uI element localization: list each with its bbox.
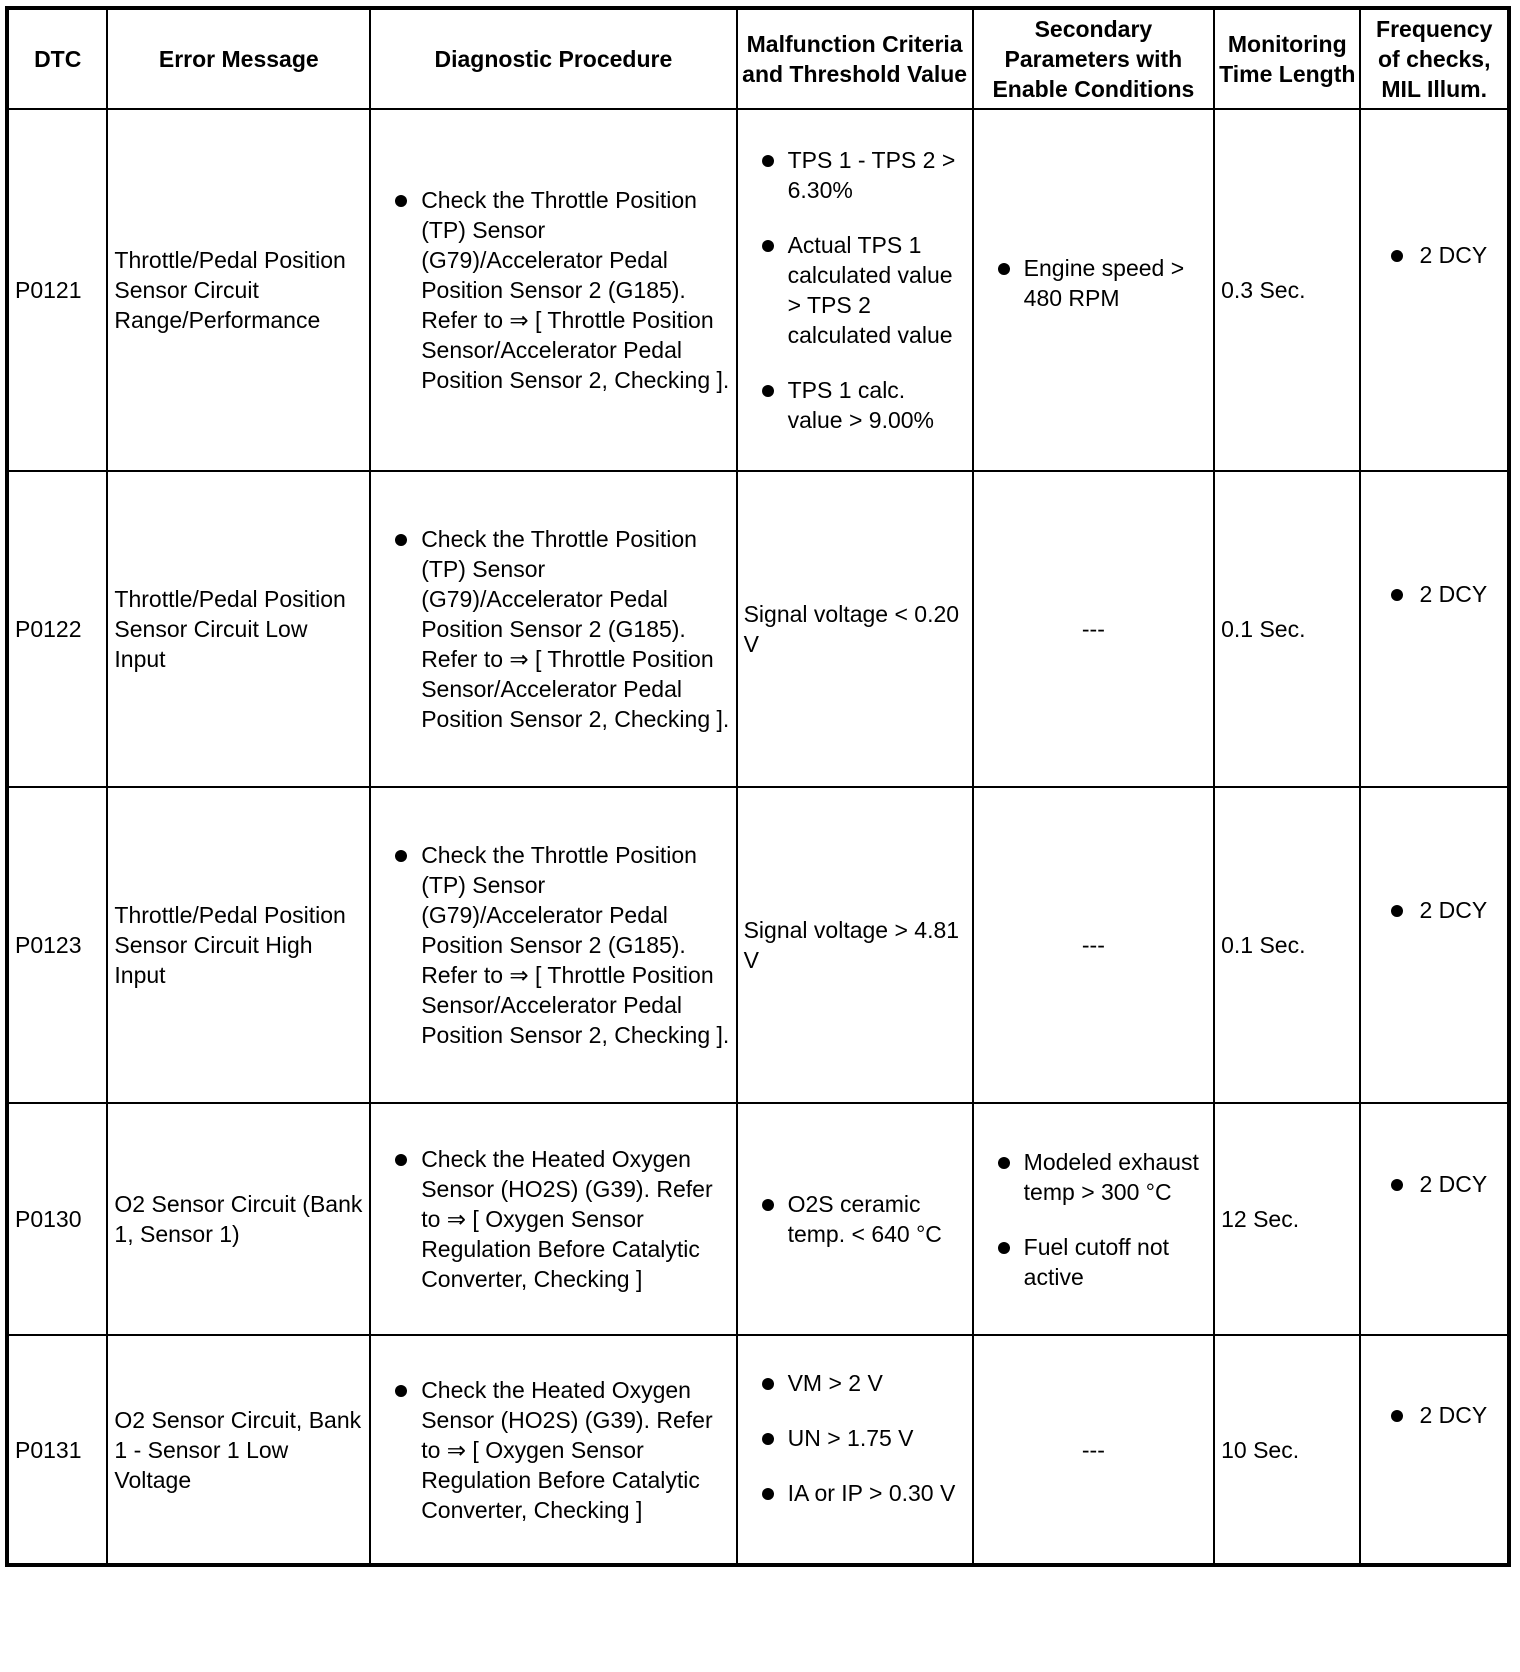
procedure-bullet: Check the Throttle Position (TP) Sensor (G79)/Accelerator Pedal Position Sensor 2 (G185). Refer to ⇒ [ Throttle Position Sensor/Accelerator Pedal Position Sensor 2, Checking ]. — [387, 524, 729, 734]
frequency-bullet: 2 DCY — [1383, 895, 1501, 925]
header-diagnostic-procedure: Diagnostic Procedure — [370, 8, 736, 109]
dtc-code: P0121 — [7, 109, 107, 471]
header-frequency: Frequency of checks, MIL Illum. — [1360, 8, 1509, 109]
criteria-bullet: O2S ceramic temp. < 640 °C — [754, 1189, 966, 1249]
header-error-message: Error Message — [107, 8, 370, 109]
frequency — [1360, 109, 1509, 471]
header-dtc: DTC — [7, 8, 107, 109]
diagnostic-procedure — [370, 787, 736, 1103]
frequency — [1360, 471, 1509, 787]
header-monitoring-time: Monitoring Time Length — [1214, 8, 1360, 109]
malfunction-criteria: Signal voltage > 4.81 V — [737, 787, 973, 1103]
dtc-code: P0122 — [7, 471, 107, 787]
diagnostic-procedure — [370, 1103, 736, 1335]
error-message: O2 Sensor Circuit, Bank 1 - Sensor 1 Low Voltage — [107, 1335, 370, 1565]
table-row — [7, 1103, 1509, 1335]
secondary-bullet: Fuel cutoff not active — [990, 1232, 1207, 1292]
monitoring-time: 12 Sec. — [1214, 1103, 1360, 1335]
table-row — [7, 787, 1509, 1103]
malfunction-criteria: Signal voltage < 0.20 V — [737, 471, 973, 787]
diagnostic-procedure — [370, 471, 736, 787]
table-body — [7, 109, 1509, 1565]
diagnostic-procedure — [370, 109, 736, 471]
procedure-bullet: Check the Heated Oxygen Sensor (HO2S) (G39). Refer to ⇒ [ Oxygen Sensor Regulation Before Catalytic Converter, Checking ] — [387, 1375, 729, 1525]
error-message: Throttle/Pedal Position Sensor Circuit High Input — [107, 787, 370, 1103]
secondary-parameters — [973, 1103, 1214, 1335]
error-message: Throttle/Pedal Position Sensor Circuit Low Input — [107, 471, 370, 787]
table-row — [7, 1335, 1509, 1565]
secondary-bullet: Modeled exhaust temp > 300 °C — [990, 1147, 1207, 1207]
criteria-bullet: VM > 2 V — [754, 1368, 966, 1398]
criteria-bullet: UN > 1.75 V — [754, 1423, 966, 1453]
dtc-code: P0123 — [7, 787, 107, 1103]
dtc-code: P0130 — [7, 1103, 107, 1335]
frequency-bullet: 2 DCY — [1383, 1169, 1501, 1199]
frequency-bullet: 2 DCY — [1383, 1400, 1501, 1430]
procedure-bullet: Check the Heated Oxygen Sensor (HO2S) (G39). Refer to ⇒ [ Oxygen Sensor Regulation Before Catalytic Converter, Checking ] — [387, 1144, 729, 1294]
dtc-table-page — [5, 6, 1511, 1567]
header-malfunction-criteria: Malfunction Criteria and Threshold Value — [737, 8, 973, 109]
dtc-table — [5, 6, 1511, 1567]
procedure-bullet: Check the Throttle Position (TP) Sensor (G79)/Accelerator Pedal Position Sensor 2 (G185). Refer to ⇒ [ Throttle Position Sensor/Accelerator Pedal Position Sensor 2, Checking ]. — [387, 840, 729, 1050]
malfunction-criteria — [737, 1335, 973, 1565]
secondary-bullet: Engine speed > 480 RPM — [990, 253, 1207, 313]
frequency — [1360, 1103, 1509, 1335]
diagnostic-procedure — [370, 1335, 736, 1565]
procedure-bullet: Check the Throttle Position (TP) Sensor (G79)/Accelerator Pedal Position Sensor 2 (G185). Refer to ⇒ [ Throttle Position Sensor/Accelerator Pedal Position Sensor 2, Checking ]. — [387, 185, 729, 395]
malfunction-criteria — [737, 109, 973, 471]
criteria-bullet: TPS 1 - TPS 2 > 6.30% — [754, 145, 966, 205]
secondary-parameters — [973, 109, 1214, 471]
frequency-bullet: 2 DCY — [1383, 240, 1501, 270]
header-secondary-parameters: Secondary Parameters with Enable Conditions — [973, 8, 1214, 109]
criteria-bullet: Actual TPS 1 calculated value > TPS 2 calculated value — [754, 230, 966, 350]
table-row — [7, 109, 1509, 471]
monitoring-time: 0.1 Sec. — [1214, 787, 1360, 1103]
error-message: Throttle/Pedal Position Sensor Circuit Range/Performance — [107, 109, 370, 471]
frequency — [1360, 1335, 1509, 1565]
dtc-code: P0131 — [7, 1335, 107, 1565]
monitoring-time: 10 Sec. — [1214, 1335, 1360, 1565]
monitoring-time: 0.1 Sec. — [1214, 471, 1360, 787]
table-header — [7, 8, 1509, 109]
secondary-parameters: --- — [973, 1335, 1214, 1565]
secondary-parameters: --- — [973, 471, 1214, 787]
table-row — [7, 471, 1509, 787]
frequency-bullet: 2 DCY — [1383, 579, 1501, 609]
secondary-parameters: --- — [973, 787, 1214, 1103]
header-row — [7, 8, 1509, 109]
criteria-bullet: IA or IP > 0.30 V — [754, 1478, 966, 1508]
malfunction-criteria — [737, 1103, 973, 1335]
monitoring-time: 0.3 Sec. — [1214, 109, 1360, 471]
error-message: O2 Sensor Circuit (Bank 1, Sensor 1) — [107, 1103, 370, 1335]
criteria-bullet: TPS 1 calc. value > 9.00% — [754, 375, 966, 435]
frequency — [1360, 787, 1509, 1103]
